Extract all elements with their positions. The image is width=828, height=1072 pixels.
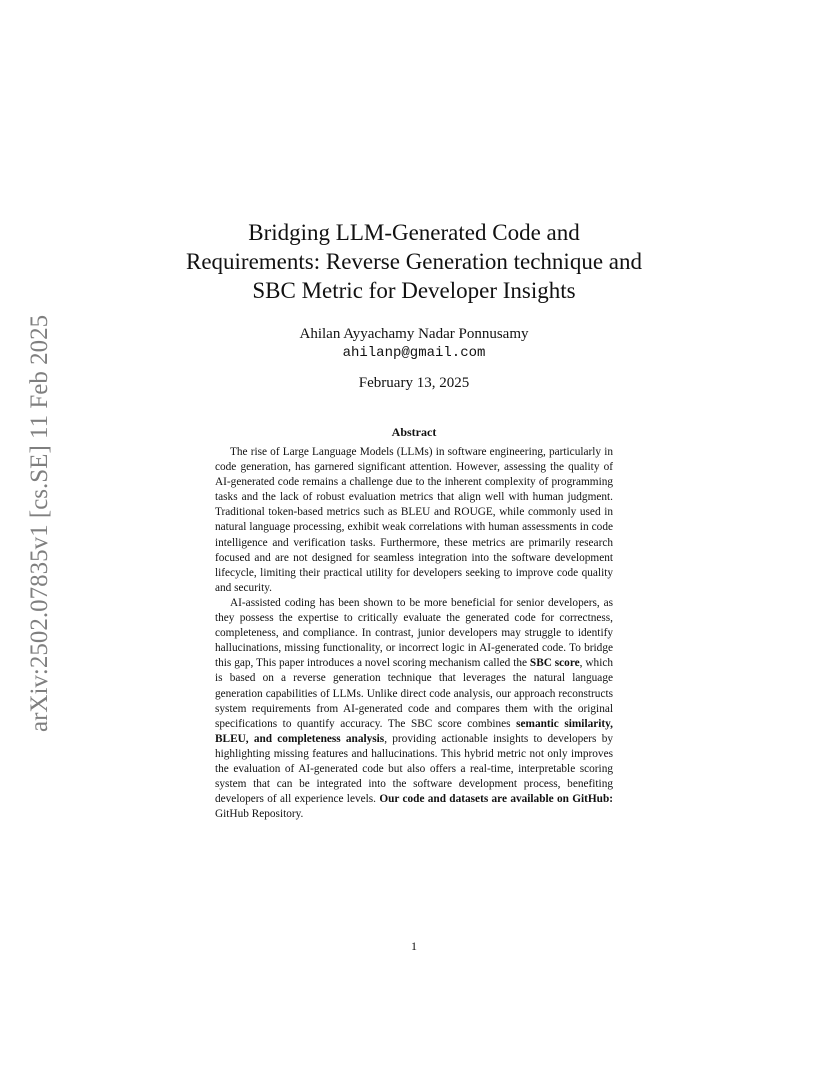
author-name: Ahilan Ayyachamy Nadar Ponnusamy	[299, 326, 529, 342]
title-line-2: Requirements: Reverse Generation technique and	[185, 249, 642, 274]
title-line-3: SBC Metric for Developer Insights	[252, 278, 576, 303]
abstract-paragraph-2	[215, 596, 613, 822]
title-line-1: Bridging LLM-Generated Code and	[248, 220, 580, 245]
arxiv-identifier-stamp: arXiv:2502.07835v1 [cs.SE] 11 Feb 2025	[26, 314, 53, 732]
abstract-paragraph-1: The rise of Large Language Models (LLMs) in software engineering, particularly in code generation, has garnered significant attention. However, assessing the quality of AI-generated code remains a challenge due to the inherent complexity of programming tasks and the lack of robust evaluation metrics that align well with human judgment. Traditional token-based metrics such as BLEU and ROUGE, while commonly used in natural language processing, exhibit weak correlations with human assessments in code intelligence and verification tasks. Furthermore, these metrics are primarily research focused and are not designed for seamless integration into the software development lifecycle, limiting their practical utility for developers seeking to improve code quality and security.	[215, 446, 613, 594]
publication-date: February 13, 2025	[358, 375, 470, 391]
paper-title	[150, 218, 678, 305]
author-email: ahilanp@gmail.com	[342, 345, 486, 361]
abstract-text: AI-assisted coding has been shown to be more beneficial for senior developers, as they possess the expertise to critically evaluate the generated code for correctness, completeness, and compliance. In contrast, junior developers may struggle to identify hallucinations, missing functionality, or incorrect logic in AI-generated code. To bridge this gap, This paper introduces a novel scoring mechanism called the	[215, 596, 613, 670]
abstract-text: , which is based on a reverse generation technique that leverages the natural language generation capabilities of LLMs. Unlike direct code analysis, our approach reconstructs system requirements from AI-generated code and compares them with the original specifications to quantify accuracy. The SBC score combines	[215, 657, 613, 730]
page-number: 1	[411, 939, 417, 953]
abstract-text: , providing actionable insights to developers by highlighting missing features and hallucinations. This hybrid metric not only improves the evaluation of AI-generated code but also offers a real-time, interpretable scoring system that can be integrated into the software development process, benefiting developers of all experience levels.	[215, 732, 613, 806]
code-availability-statement: Our code and datasets are available on GitHub:	[379, 793, 613, 806]
sbc-score-term: SBC score	[529, 657, 580, 670]
abstract-body	[215, 445, 613, 822]
github-repository-link[interactable]: GitHub Repository.	[215, 808, 304, 821]
abstract-heading: Abstract	[391, 425, 437, 439]
metric-components-term: semantic similarity, BLEU, and completeness analysis	[215, 717, 613, 745]
